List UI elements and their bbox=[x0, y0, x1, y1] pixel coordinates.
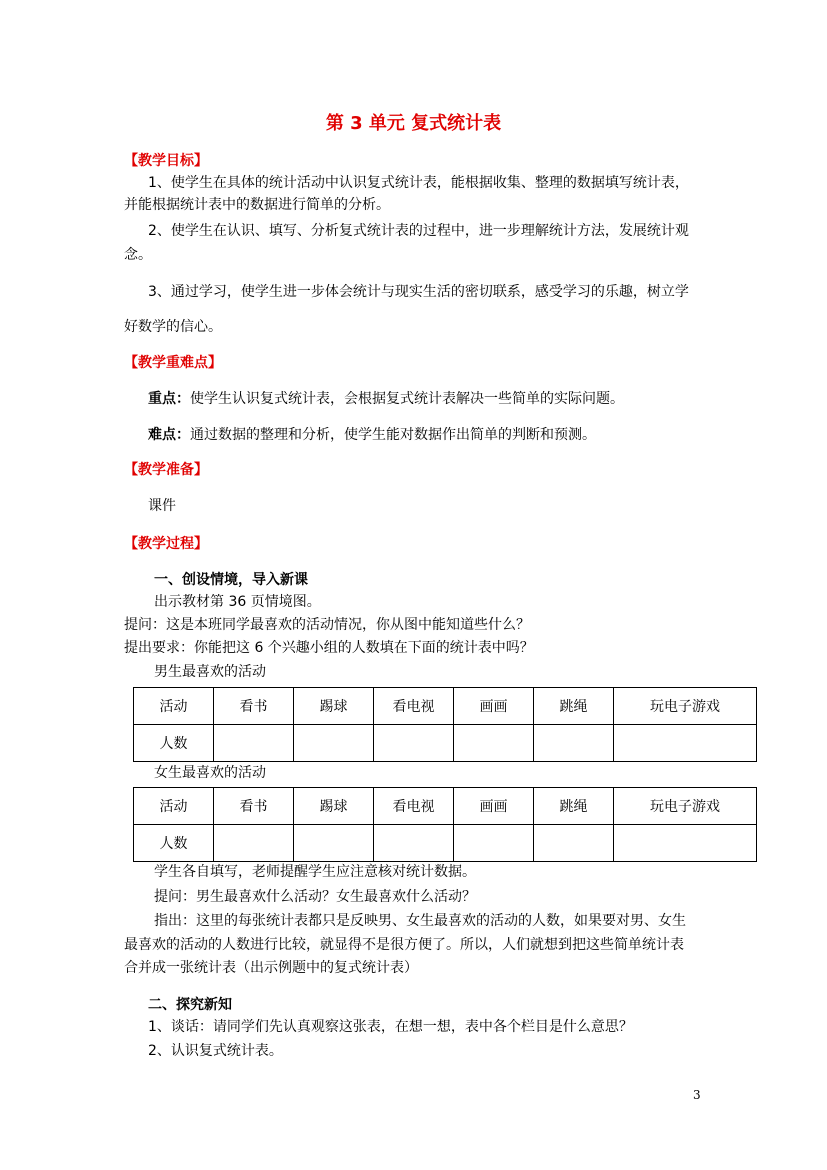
section-heading-prep: 【教学准备】 bbox=[124, 462, 208, 478]
step-2-heading: 二、探究新知 bbox=[148, 997, 232, 1013]
page-title: 第 3 单元 复式统计表 bbox=[325, 113, 502, 134]
header-cell: 活动 bbox=[134, 688, 214, 725]
step-1-heading: 一、创设情境，导入新课 bbox=[154, 572, 308, 588]
table-row bbox=[134, 825, 757, 862]
empty-cell bbox=[534, 825, 614, 862]
key-point-line bbox=[148, 389, 624, 409]
header-cell: 画画 bbox=[454, 688, 534, 725]
goal-3-line-2: 好数学的信心。 bbox=[124, 319, 222, 335]
section-heading-key-points: 【教学重难点】 bbox=[124, 355, 222, 371]
key-point-text: 使学生认识复式统计表，会根据复式统计表解决一些简单的实际问题。 bbox=[190, 391, 624, 407]
goal-1-line-2: 并能根据统计表中的数据进行简单的分析。 bbox=[124, 197, 390, 213]
empty-cell bbox=[454, 725, 534, 762]
process-line-5: 提问：男生最喜欢什么活动？女生最喜欢什么活动？ bbox=[154, 889, 476, 905]
key-point-label: 重点： bbox=[148, 391, 190, 407]
row-label-cell: 人数 bbox=[134, 725, 214, 762]
empty-cell bbox=[374, 825, 454, 862]
process-line-6a: 指出：这里的每张统计表都只是反映男、女生最喜欢的活动的人数，如果要对男、女生 bbox=[154, 913, 686, 929]
difficulty-label: 难点： bbox=[148, 427, 190, 443]
header-cell: 踢球 bbox=[294, 788, 374, 825]
table-header-row bbox=[134, 788, 757, 825]
process-line-6b: 最喜欢的活动的人数进行比较，就显得不是很方便了。所以，人们就想到把这些简单统计表 bbox=[124, 937, 684, 953]
empty-cell bbox=[214, 825, 294, 862]
table-row bbox=[134, 725, 757, 762]
empty-cell bbox=[534, 725, 614, 762]
goal-2-line-2: 念。 bbox=[124, 247, 152, 263]
table-header-row bbox=[134, 688, 757, 725]
prep-item: 课件 bbox=[148, 498, 176, 514]
process-line-7: 1、谈话：请同学们先认真观察这张表，在想一想，表中各个栏目是什么意思？ bbox=[148, 1019, 633, 1035]
empty-cell bbox=[614, 825, 757, 862]
header-cell: 踢球 bbox=[294, 688, 374, 725]
empty-cell bbox=[614, 725, 757, 762]
header-cell: 看书 bbox=[214, 688, 294, 725]
empty-cell bbox=[214, 725, 294, 762]
goal-3-line-1: 3、通过学习，使学生进一步体会统计与现实生活的密切联系，感受学习的乐趣，树立学 bbox=[148, 284, 689, 300]
empty-cell bbox=[294, 825, 374, 862]
process-line-3: 提出要求：你能把这 6 个兴趣小组的人数填在下面的统计表中吗？ bbox=[124, 640, 534, 656]
table-2-caption: 女生最喜欢的活动 bbox=[154, 765, 266, 781]
empty-cell bbox=[454, 825, 534, 862]
process-line-1: 出示教材第 36 页情境图。 bbox=[154, 594, 321, 610]
header-cell: 画画 bbox=[454, 788, 534, 825]
empty-cell bbox=[374, 725, 454, 762]
table-1-caption: 男生最喜欢的活动 bbox=[154, 664, 266, 680]
process-line-4: 学生各自填写，老师提醒学生应注意核对统计数据。 bbox=[154, 864, 476, 880]
process-line-8: 2、认识复式统计表。 bbox=[148, 1043, 283, 1059]
section-heading-process: 【教学过程】 bbox=[124, 536, 208, 552]
section-heading-goals: 【教学目标】 bbox=[124, 153, 208, 169]
boys-activity-table bbox=[133, 687, 757, 762]
header-cell: 活动 bbox=[134, 788, 214, 825]
process-line-2: 提问：这是本班同学最喜欢的活动情况，你从图中能知道些什么？ bbox=[124, 617, 530, 633]
header-cell: 跳绳 bbox=[534, 788, 614, 825]
empty-cell bbox=[294, 725, 374, 762]
girls-activity-table bbox=[133, 787, 757, 862]
goal-1-line-1: 1、使学生在具体的统计活动中认识复式统计表，能根据收集、整理的数据填写统计表， bbox=[148, 175, 689, 191]
page-number: 3 bbox=[693, 1088, 701, 1102]
header-cell: 看书 bbox=[214, 788, 294, 825]
row-label-cell: 人数 bbox=[134, 825, 214, 862]
header-cell: 跳绳 bbox=[534, 688, 614, 725]
goal-2-line-1: 2、使学生在认识、填写、分析复式统计表的过程中，进一步理解统计方法，发展统计观 bbox=[148, 223, 689, 239]
process-line-6c: 合并成一张统计表（出示例题中的复式统计表） bbox=[124, 960, 418, 976]
header-cell: 玩电子游戏 bbox=[614, 788, 757, 825]
difficulty-line bbox=[148, 425, 596, 445]
header-cell: 玩电子游戏 bbox=[614, 688, 757, 725]
header-cell: 看电视 bbox=[374, 688, 454, 725]
difficulty-text: 通过数据的整理和分析，使学生能对数据作出简单的判断和预测。 bbox=[190, 427, 596, 443]
header-cell: 看电视 bbox=[374, 788, 454, 825]
